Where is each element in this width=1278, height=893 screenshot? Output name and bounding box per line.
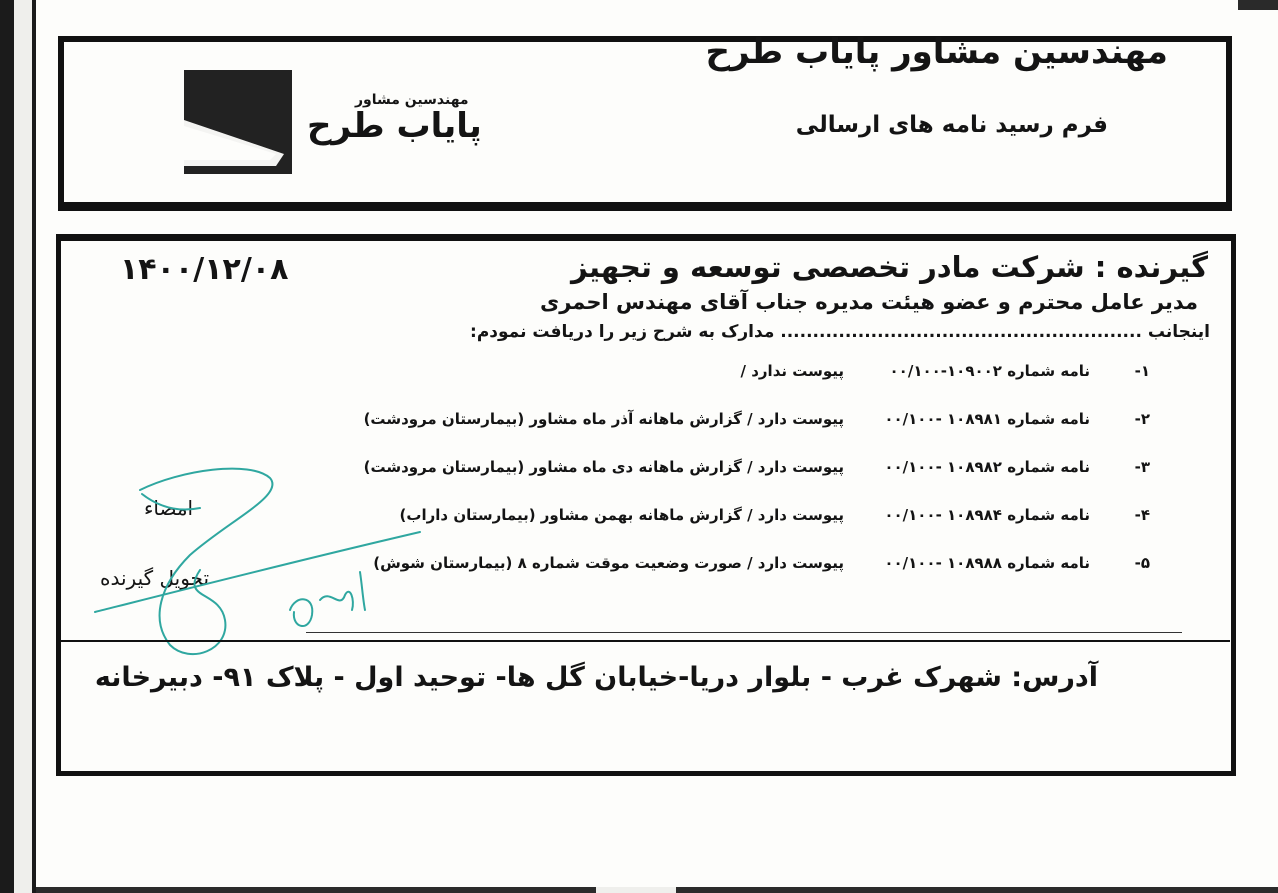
- scan-edge-left: [0, 0, 36, 893]
- receipt-date: ۱۴۰۰/۱۲/۰۸: [120, 252, 289, 287]
- letter-number: نامه شماره ۱۰۹۰۰۲-۰۰/۱۰۰: [889, 362, 1090, 380]
- letter-index: ۱-: [1134, 362, 1150, 380]
- letter-index: ۵-: [1134, 554, 1150, 572]
- letter-description: پیوست دارد / گزارش ماهانه دی ماه مشاور (بیمارستان مرودشت): [363, 458, 844, 476]
- logo-wordmark: پایاب طرح: [307, 106, 482, 146]
- recipient-line: گیرنده : شرکت مادر تخصصی توسعه و تجهیز: [571, 250, 1208, 284]
- receiver-label: تحویل گیرنده: [100, 566, 210, 590]
- scan-edge-top: [1238, 0, 1278, 10]
- intro-line: اینجانب ........................................................ مدارک به شرح زیر را دریافت نمودم:: [470, 322, 1210, 342]
- letter-description: پیوست دارد / صورت وضعیت موقت شماره ۸ (بیمارستان شوش): [373, 554, 844, 572]
- letter-number: نامه شماره ۱۰۸۹۸۸ -۰۰/۱۰۰: [884, 554, 1090, 572]
- letter-index: ۳-: [1134, 458, 1150, 476]
- letter-description: پیوست دارد / گزارش ماهانه آذر ماه مشاور (بیمارستان مرودشت): [363, 410, 844, 428]
- addressee-line: مدیر عامل محترم و عضو هیئت مدیره جناب آقای مهندس احمری: [539, 290, 1198, 314]
- letter-number: نامه شماره ۱۰۸۹۸۲ -۰۰/۱۰۰: [884, 458, 1090, 476]
- form-title: فرم رسید نامه های ارسالی: [795, 112, 1108, 138]
- letter-number: نامه شماره ۱۰۸۹۸۱ -۰۰/۱۰۰: [884, 410, 1090, 428]
- company-logo-icon: [184, 70, 292, 174]
- address-line: آدرس: شهرک غرب - بلوار دریا-خیابان گل ها- توحید اول - پلاک ۹۱- دبیرخانه: [94, 662, 1098, 693]
- scan-edge-bottom: [36, 887, 1278, 893]
- rule-line: [306, 632, 1182, 633]
- handwritten-signature-icon: [80, 460, 440, 670]
- company-title: مهندسین مشاور پایاب طرح: [705, 32, 1168, 72]
- signature-label: امضاء: [144, 496, 194, 520]
- letter-description: پیوست دارد / گزارش ماهانه بهمن مشاور (بیمارستان داراب): [399, 506, 844, 524]
- logo-caption: مهندسین مشاور: [355, 92, 469, 108]
- letter-description: پیوست ندارد /: [740, 362, 844, 380]
- letter-index: ۲-: [1134, 410, 1150, 428]
- letter-number: نامه شماره ۱۰۸۹۸۴ -۰۰/۱۰۰: [884, 506, 1090, 524]
- section-divider: [60, 640, 1230, 642]
- letter-index: ۴-: [1134, 506, 1150, 524]
